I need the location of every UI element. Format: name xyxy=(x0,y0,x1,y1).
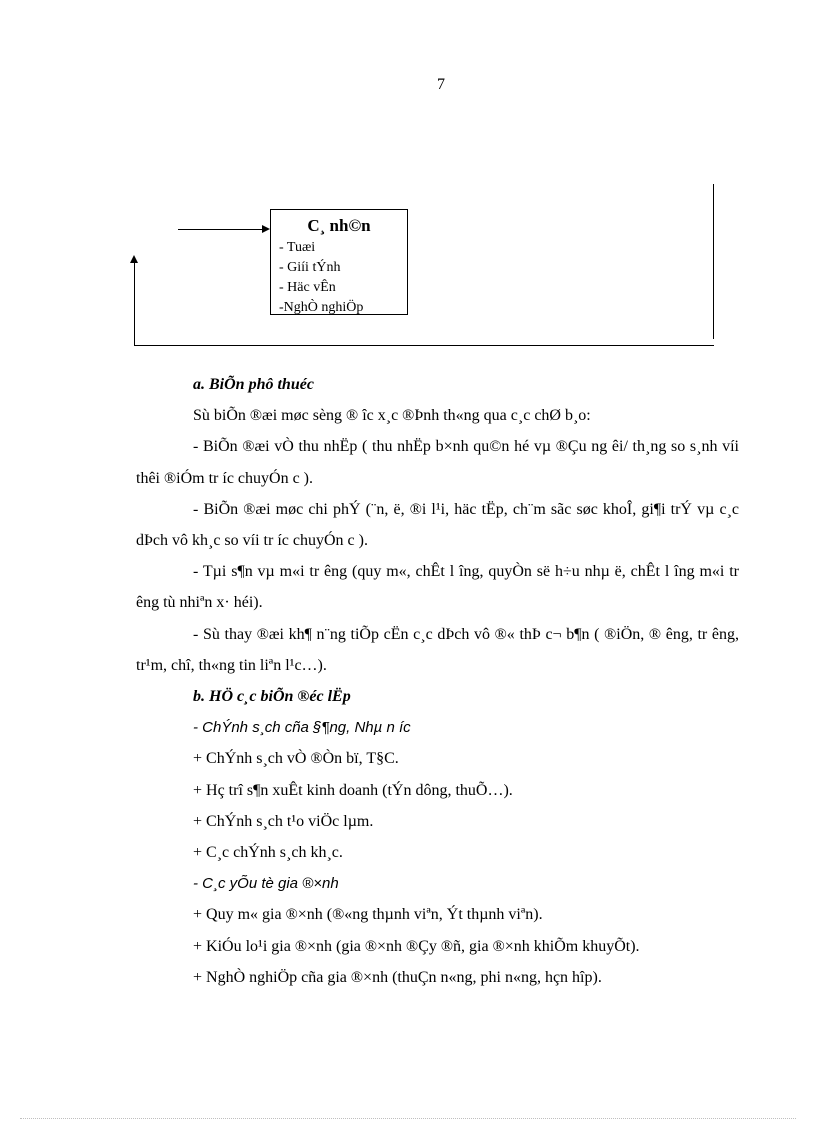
box-item: - Giíi tÝnh xyxy=(279,260,341,275)
diagram xyxy=(0,0,816,360)
box-item: - Tuæi xyxy=(279,240,316,255)
box-items xyxy=(279,238,363,318)
section-b-group1-item: + ChÝnh s¸ch t¹o viÖc lµm. xyxy=(193,812,374,830)
section-b-group2-item: + Quy m« gia ®×nh (®«ng thµnh viªn, Ýt thµnh viªn). xyxy=(193,906,543,924)
page-bottom-divider xyxy=(20,1118,796,1119)
section-b-group1-item: + C¸c chÝnh s¸ch kh¸c. xyxy=(193,844,343,862)
section-b-heading: b. HÖ c¸c biÕn ®éc lËp xyxy=(193,688,351,706)
section-a-item: - Sù thay ®æi kh¶ n¨ng tiÕp cËn c¸c dÞch vô ®« thÞ c¬ b¶n ( ®iÖn, ® êng, tr êng, tr¹m, chî, th«ng tin liªn l¹c…). xyxy=(136,625,739,674)
page-number: 7 xyxy=(437,76,445,93)
diagram-left-line xyxy=(134,260,135,346)
section-b-group1-item: + ChÝnh s¸ch vÒ ®Òn bï, T§C. xyxy=(193,750,399,768)
section-a-item: - Tµi s¶n vµ m«i tr êng (quy m«, chÊt l îng, quyÒn së h÷u nhµ ë, chÊt l îng m«i tr êng tù nhiªn x· héi). xyxy=(136,563,739,612)
section-a-item: - BiÕn ®æi møc chi phÝ (¨n, ë, ®i l¹i, häc tËp, ch¨m sãc søc khoÎ, gi¶i trÝ vµ c¸c dÞch vô kh¸c so víi tr íc chuyÓn c ). xyxy=(136,500,739,550)
box-title: C¸ nh©n xyxy=(307,216,371,235)
section-a-intro: Sù biÕn ®æi møc sèng ® îc x¸c ®Þnh th«ng qua c¸c chØ b¸o: xyxy=(193,407,591,425)
section-b-group2-title: - C¸c yÕu tè gia ®×nh xyxy=(193,875,339,893)
section-a-item: - BiÕn ®æi vÒ thu nhËp ( thu nhËp b×nh qu©n hé vµ ®Çu ng êi/ th¸ng so s¸nh víi thêi ®iÓm tr íc chuyÓn c ). xyxy=(136,438,739,487)
section-b-group1-title: - ChÝnh s¸ch cña §¶ng, Nhµ n íc xyxy=(193,719,411,737)
diagram-bottom-line xyxy=(134,345,714,346)
box-item: -NghÒ nghiÖp xyxy=(279,300,364,315)
section-b-group2-item: + KiÓu lo¹i gia ®×nh (gia ®×nh ®Çy ®ñ, gia ®×nh khiÕm khuyÕt). xyxy=(193,937,640,955)
diagram-right-line xyxy=(713,184,714,339)
section-a-heading: a. BiÕn phô thuéc xyxy=(193,376,314,393)
section-b-group1-item: + Hç trî s¶n xuÊt kinh doanh (tÝn dông, thuÕ…). xyxy=(193,781,513,799)
diagram-arrow-line xyxy=(178,229,264,230)
individual-box xyxy=(270,209,408,315)
section-b-group2-item: + NghÒ nghiÖp cña gia ®×nh (thuÇn n«ng, phi n«ng, hçn hîp). xyxy=(193,968,602,986)
document-body xyxy=(136,369,739,993)
arrow-up-icon xyxy=(130,255,138,263)
arrow-right-icon xyxy=(262,225,270,233)
box-item: - Häc vÊn xyxy=(279,280,336,295)
